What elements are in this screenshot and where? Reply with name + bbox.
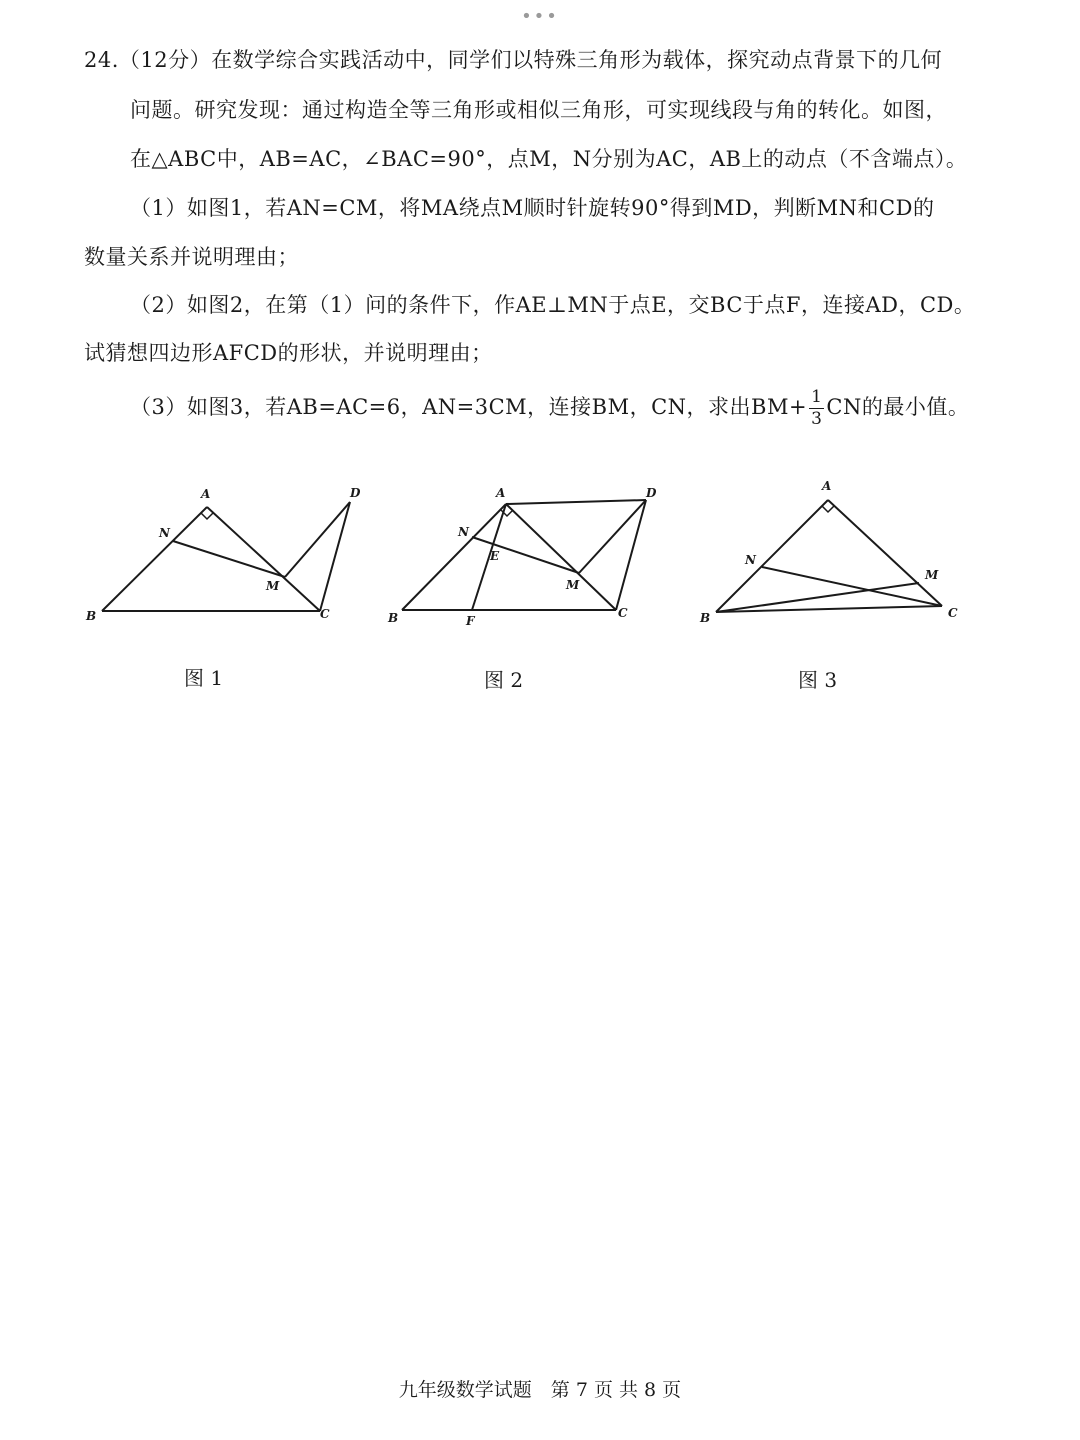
label-B: B <box>86 609 97 623</box>
segment-BA <box>716 500 828 612</box>
right-angle-mark <box>822 506 834 512</box>
fraction-denominator: 3 <box>811 409 823 429</box>
label-A: A <box>201 487 211 501</box>
page-footer: 九年级数学试题 第 7 页 共 8 页 <box>398 1379 682 1401</box>
label-D: D <box>350 486 361 500</box>
question-1-line-2: 数量关系并说明理由； <box>84 245 299 269</box>
label-M: M <box>266 579 280 593</box>
figure-3-caption: 图 3 <box>798 668 838 692</box>
segment-NM <box>173 541 285 577</box>
figure-2-diagram <box>380 480 680 630</box>
problem-line-3: 在△ABC中，AB=AC，∠BAC=90°，点M，N分别为AC，AB上的动点（不含端点）。 <box>130 147 968 171</box>
question-2-line-2: 试猜想四边形AFCD的形状，并说明理由； <box>84 341 493 365</box>
segment-AC <box>207 507 320 611</box>
figure-1-caption: 图 1 <box>184 666 224 690</box>
figure-3-diagram <box>690 470 980 630</box>
problem-line-2: 问题。研究发现：通过构造全等三角形或相似三角形，可实现线段与角的转化。如图， <box>130 98 947 122</box>
label-B: B <box>388 611 399 625</box>
segment-AC <box>828 500 942 606</box>
segment-NM <box>472 537 579 573</box>
right-angle-mark <box>201 513 213 519</box>
label-M: M <box>925 568 939 582</box>
one-third-fraction <box>809 389 824 428</box>
segment-AC <box>506 504 616 610</box>
problem-line-1: 24.（12分）在数学综合实践活动中，同学们以特殊三角形为载体，探究动点背景下的几何 <box>84 48 943 72</box>
figure-2-caption: 图 2 <box>484 668 524 692</box>
top-menu-dots-icon: ••• <box>521 6 559 27</box>
segment-NC <box>762 567 942 606</box>
fraction-numerator: 1 <box>811 387 823 407</box>
question-3-line <box>130 385 969 429</box>
question-1-line-1: （1）如图1，若AN=CM，将MA绕点M顺时针旋转90°得到MD，判断MN和CD的 <box>130 196 935 220</box>
segment-BA <box>102 507 207 611</box>
label-N: N <box>458 525 469 539</box>
question-2-line-1: （2）如图2，在第（1）问的条件下，作AE⊥MN于点E，交BC于点F，连接AD，CD。 <box>130 293 976 317</box>
question-3-text-after: CN的最小值。 <box>826 395 970 419</box>
label-A: A <box>822 479 832 493</box>
label-M: M <box>566 578 580 592</box>
label-N: N <box>745 553 756 567</box>
figure-1-diagram <box>80 480 380 630</box>
segment-AD <box>506 500 646 504</box>
label-F: F <box>466 614 475 628</box>
label-N: N <box>159 526 170 540</box>
question-3-text-before: （3）如图3，若AB=AC=6，AN=3CM，连接BM，CN，求出BM+ <box>130 395 808 419</box>
label-B: B <box>700 611 711 625</box>
label-E: E <box>490 549 500 563</box>
label-D: D <box>646 486 657 500</box>
label-C: C <box>320 607 330 621</box>
label-C: C <box>948 606 958 620</box>
label-C: C <box>618 606 628 620</box>
label-A: A <box>496 486 506 500</box>
